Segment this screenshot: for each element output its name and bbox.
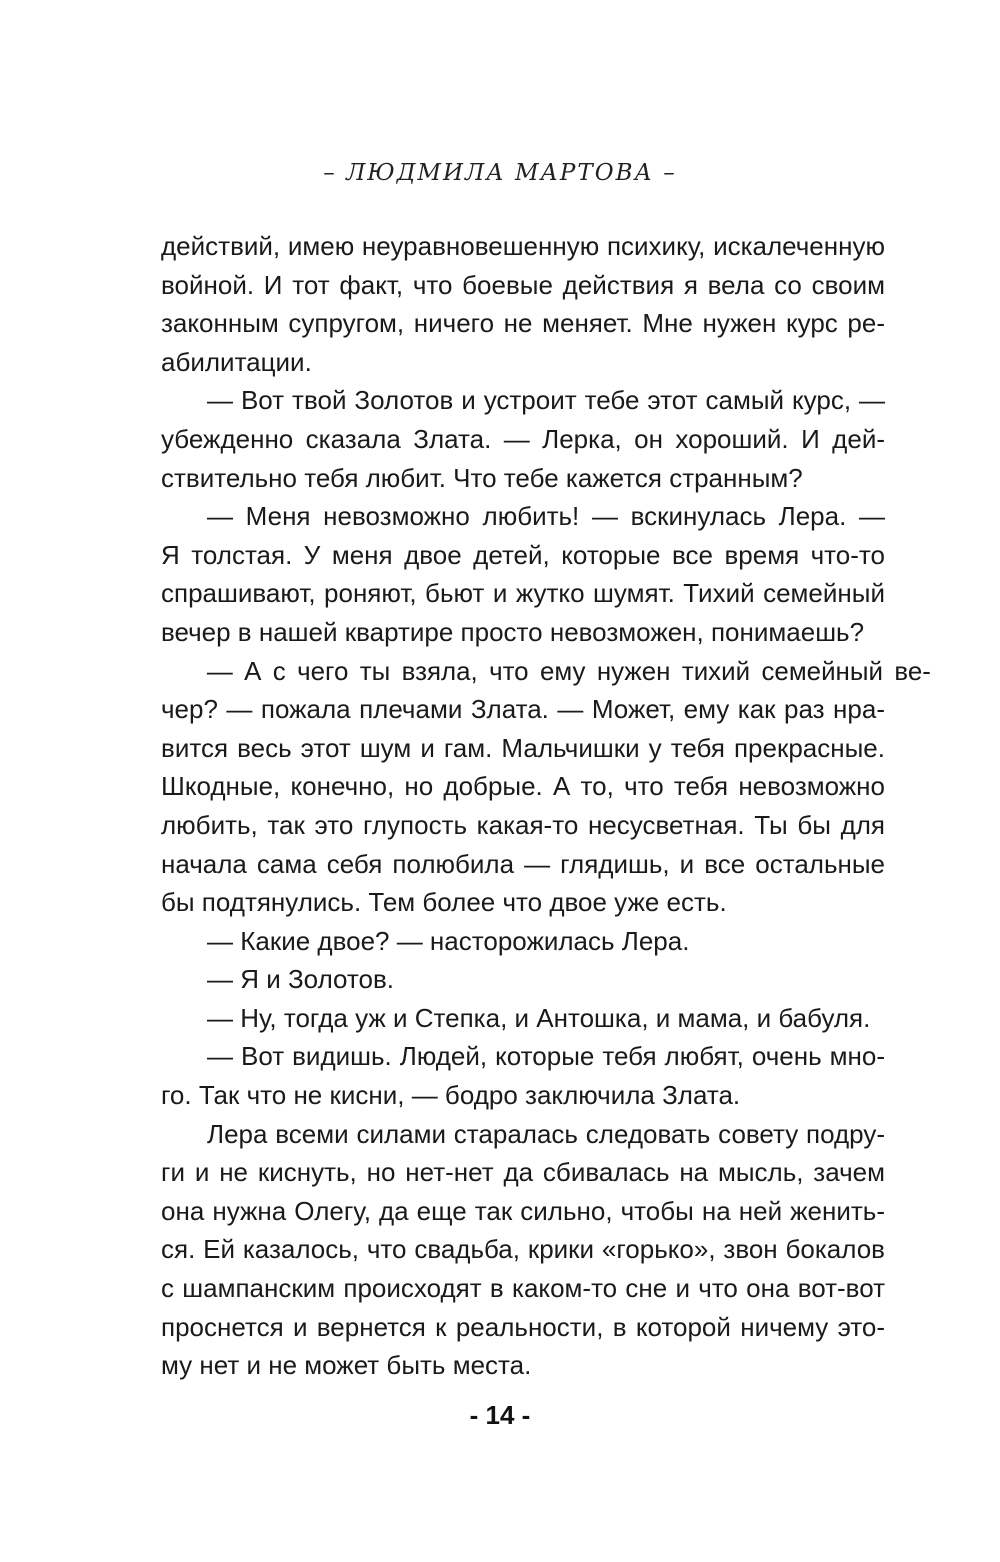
text-line: — Меня невозможно любить! — вскинулась Лера. — [207, 501, 885, 532]
text-line: Лера всеми силами старалась следовать совету подру- [207, 1118, 885, 1149]
text-line: любить, так это глупость какая-то несусветная. Ты бы для [161, 809, 885, 840]
text-line: войной. И тот факт, что боевые действия я вела со своим [161, 269, 885, 300]
text-line: чер? — пожала плечами Злата. — Может, ему как раз нра- [161, 694, 885, 725]
text-line: — Вот твой Золотов и устроит тебе этот самый курс, — [207, 385, 885, 416]
text-line: Я толстая. У меня двое детей, которые все время что-то [161, 539, 885, 570]
text-line: вечер в нашей квартире просто невозможен, понимаешь? [161, 616, 865, 647]
text-line: му нет и не может быть места. [161, 1350, 532, 1381]
text-line: начала сама себя полюбила — глядишь, и все остальные [161, 848, 885, 879]
text-line: она нужна Олегу, да еще так сильно, чтобы на ней женить- [161, 1195, 885, 1226]
text-line: ги и не киснуть, но нет-нет да сбивалась на мысль, зачем [161, 1157, 885, 1188]
text-line: — Какие двое? — насторожилась Лера. [207, 925, 690, 956]
text-line: с шампанским происходят в каком-то сне и что она вот-вот [161, 1273, 885, 1304]
text-line: законным супругом, ничего не меняет. Мне нужен курс ре- [161, 308, 885, 339]
text-line: бы подтянулись. Тем более что двое уже есть. [161, 887, 727, 918]
text-line: го. Так что не кисни, — бодро заключила Злата. [161, 1080, 741, 1111]
text-line: ствительно тебя любит. Что тебе кажется странным? [161, 462, 803, 493]
text-line: абилитации. [161, 346, 312, 377]
text-line: вится весь этот шум и гам. Мальчишки у тебя прекрасные. [161, 732, 885, 763]
running-header: – ЛЮДМИЛА МАРТОВА – [323, 160, 677, 186]
text-line: — А с чего ты взяла, что ему нужен тихий семейный ве- [206, 655, 931, 686]
text-line: убежденно сказала Злата. — Лерка, он хороший. И дей- [161, 423, 885, 454]
text-line: спрашивают, роняют, бьют и жутко шумят. Тихий семейный [161, 578, 885, 609]
text-line: — Я и Золотов. [207, 964, 395, 995]
page-number: - 14 - [469, 1400, 531, 1430]
text-line: проснется и вернется к реальности, в которой ничему это- [161, 1311, 885, 1342]
text-line: — Ну, тогда уж и Степка, и Антошка, и мама, и бабуля. [207, 1002, 871, 1033]
body-text [161, 227, 931, 1385]
text-line: ся. Ей казалось, что свадьба, крики «горько», звон бокалов [161, 1234, 885, 1265]
text-line: действий, имею неуравновешенную психику, искалеченную [161, 231, 885, 261]
text-line: — Вот видишь. Людей, которые тебя любят, очень мно- [207, 1041, 885, 1072]
text-line: Шкодные, конечно, но добрые. А то, что тебя невозможно [161, 771, 885, 802]
